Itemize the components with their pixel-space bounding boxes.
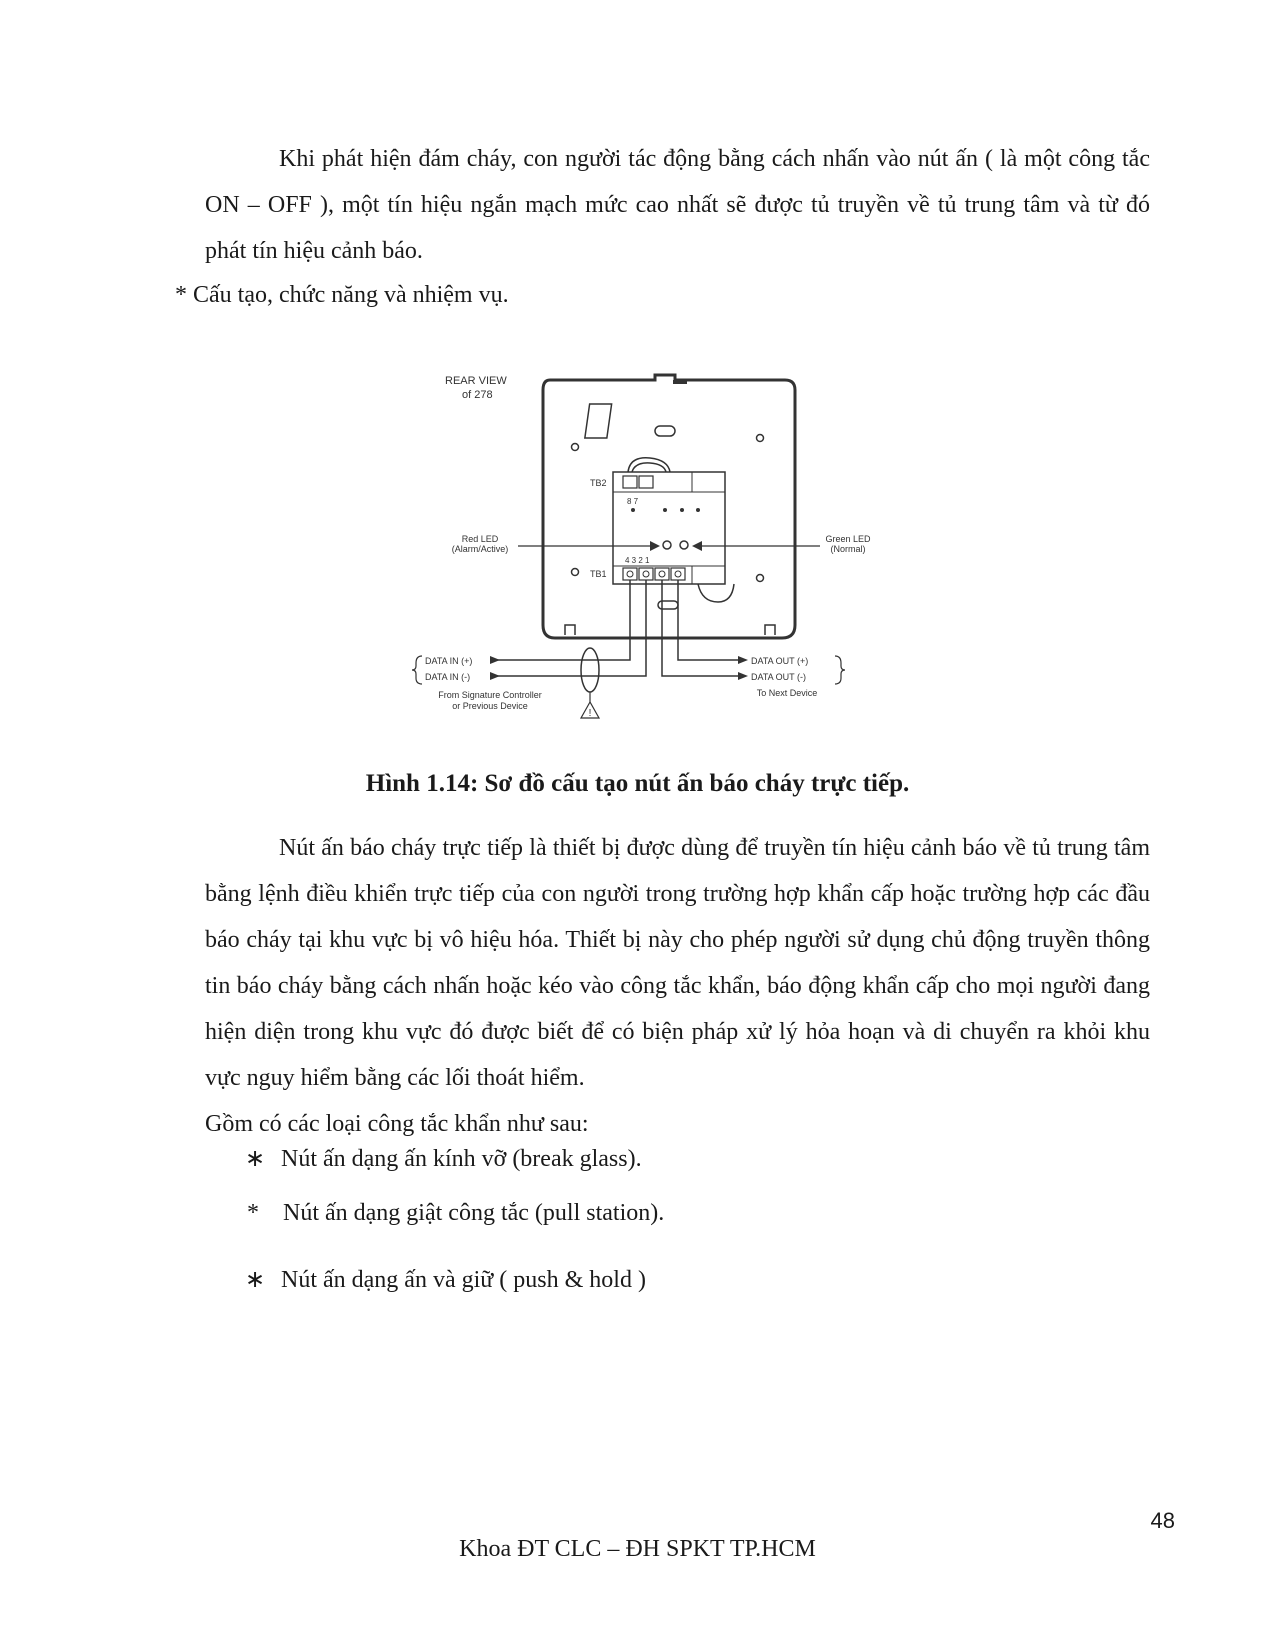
list-item [247,1200,664,1227]
data-out-plus-label: DATA OUT (+) [751,656,809,666]
tb2-label: TB2 [590,478,607,488]
list-intro: Gồm có các loại công tắc khẩn như sau: [205,1111,589,1137]
bullet-star: ∗ [245,1267,266,1293]
rear-view-model: of 278 [462,389,493,401]
rear-view-diagram [425,375,880,755]
mount-hole [572,569,579,576]
from-device-label: or Previous Device [452,701,528,711]
page-footer: Khoa ĐT CLC – ĐH SPKT TP.HCM [459,1536,816,1562]
section-heading: * Cấu tạo, chức năng và nhiệm vụ. [175,282,509,308]
figure-caption: Hình 1.14: Sơ đồ cấu tạo nút ấn báo cháy trực tiếp. [365,770,910,797]
green-led-desc: (Normal) [830,544,866,554]
from-controller-label: From Signature Controller [438,690,542,700]
bullet-star: * [247,1200,259,1226]
intro-paragraph: Khi phát hiện đám cháy, con người tác động bằng cách nhấn vào nút ấn ( là một công tắc ON – OFF ), một tín hiệu ngắn mạch mức cao nhất sẽ được tủ truyền về tủ trung tâm và từ đó phát tín hiệu cảnh báo. [205,146,1150,264]
to-next-device-label: To Next Device [756,688,818,698]
data-in-plus-label: DATA IN (+) [425,656,473,666]
page-number: 48 [1150,1508,1175,1533]
svg-text:!: ! [588,708,592,719]
tb1-label: TB1 [590,569,607,579]
list-item [245,1144,642,1173]
list-item-text: Nút ấn dạng ấn và giữ ( push & hold ) [281,1267,646,1293]
switch-window [585,404,612,438]
red-led-desc: (Alarm/Active) [451,544,509,554]
terminal-module [613,472,725,584]
mount-hole [757,575,764,582]
tb2-terminal-numbers: 8 7 [627,497,639,506]
body-paragraph: Nút ấn báo cháy trực tiếp là thiết bị được dùng để truyền tín hiệu cảnh báo về tủ trung tâm bằng lệnh điều khiển trực tiếp của con người trong trường hợp khẩn cấp hoặc trường hợp các đầu báo cháy tại khu vực bị vô hiệu hóa. Thiết bị này cho phép người sử dụng chủ động truyền thông tin báo cháy bằng cách nhấn hoặc kéo vào công tắc khẩn, báo động khẩn cấp cho mọi người đang hiện diện trong khu vực đó được biết để có biện pháp xử lý hỏa hoạn và di chuyển ra khỏi khu vực nguy hiểm bằng các lối thoát hiểm. [205,835,1150,1091]
green-led-label: Green LED [825,534,871,544]
mount-hole [572,444,579,451]
list-item-text: Nút ấn dạng ấn kính vỡ (break glass). [281,1146,642,1172]
mount-hole [757,435,764,442]
bullet-star: ∗ [245,1146,266,1172]
data-in-minus-label: DATA IN (-) [425,672,471,682]
data-out-minus-label: DATA OUT (-) [751,672,806,682]
red-led-label: Red LED [461,534,499,544]
list-item-text: Nút ấn dạng giật công tắc (pull station). [283,1200,665,1226]
tb1-terminal-numbers: 4 3 2 1 [625,556,650,565]
rear-view-label: REAR VIEW [445,375,507,387]
list-item [245,1265,646,1294]
